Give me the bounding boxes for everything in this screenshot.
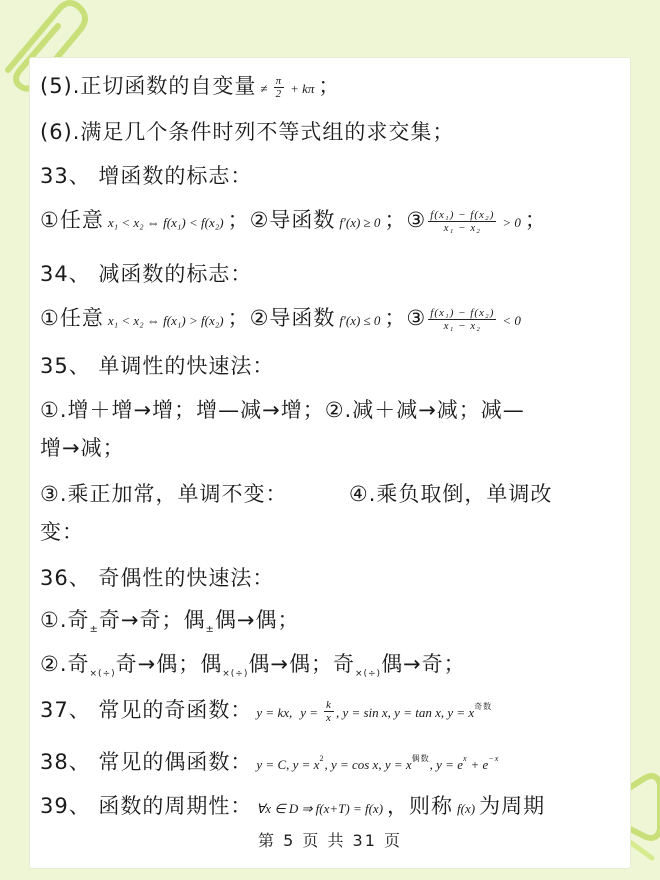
fraction-pi-over-2 [274,75,285,100]
math-comparison: < 0 [502,313,521,328]
fraction-denominator: 2 [275,87,283,100]
operator-subscript: ×(÷) [222,669,249,680]
math-expression: x₁ < x₂ ⇔ f(x₁) < f(x₂) [107,215,224,230]
operator-subscript: ± [205,624,215,636]
line-text: 偶→奇； [381,652,466,676]
line-text: ；②导函数 [227,208,336,232]
parity-rule-1 [40,604,300,635]
math-kpi: + kπ [290,81,315,96]
math-comparison: > 0 [502,215,521,230]
math-superscript: −x [488,754,500,763]
page-number-footer: 第 5 页 共 31 页 [258,831,402,850]
line-text: 变： [40,520,84,544]
fraction-denominator: x₁ − x₂ [443,319,481,332]
math-expression: , y = cos x, y = x [324,757,412,772]
math-expression: , y = sin x, y = tan x, y = x [335,705,475,720]
math-expression: ∀x ∈ D ⇒ f(x+T) = f(x) [256,801,384,816]
line-tail: ； [524,208,547,232]
heading-34-decreasing [40,258,252,288]
math-expression: x₁ < x₂ ⇔ f(x₁) > f(x₂) [107,313,224,328]
section-heading: 35、 单调性的快速法： [40,354,275,378]
line-text: ①任意 [40,208,104,232]
line-text: ；②导函数 [227,306,336,330]
line-text: 增→减； [40,436,125,460]
line-text: ①.增＋增→增；增—减→增；②.减＋减→减；减— [40,398,525,422]
line-tail: ； [318,74,341,98]
math-superscript: 奇数 [474,702,493,711]
section-heading: 34、 减函数的标志： [40,262,253,286]
line-text: 奇→奇；偶 [98,608,206,632]
line-text: 偶→偶； [214,608,300,632]
math-derivative: f′(x) ≤ 0 [339,313,381,328]
line-text: ②.奇 [40,652,90,676]
math-expression: f(x) [457,801,476,816]
operator-subscript: ×(÷) [354,669,382,680]
math-neq: ≠ [260,81,268,96]
line-text: ；③ [384,306,427,330]
fraction-denominator: x [326,711,332,724]
math-expression: y = C, y = x [256,757,320,772]
heading-36-parity [40,562,274,592]
fraction-numerator: π [275,74,283,87]
line-text: ；③ [384,208,427,232]
monotonic-rule-1-cont [40,432,125,462]
line-5-tangent [40,70,340,100]
fraction-numerator: f(x₁) − f(x₂) [430,208,495,221]
heading-38-even-functions [40,746,499,776]
line-text: (6).满足几个条件时列不等式组的求交集； [40,120,455,144]
fraction-numerator: k [326,698,332,711]
math-expression: y = [300,705,319,720]
monotonic-rule-1 [40,394,525,424]
operator-subscript: ± [89,624,99,636]
heading-35-monotonic [40,350,274,380]
increasing-criteria [40,204,547,234]
heading-37-odd-functions [40,694,492,724]
section-heading: 38、 常见的偶函数： [40,750,253,774]
math-superscript: x [462,754,468,763]
monotonic-rule-2-cont [40,516,84,546]
math-expression: + e [470,757,489,772]
heading-33-increasing [40,160,252,190]
line-text: ，则称 [387,794,454,818]
monotonic-rule-2 [40,478,552,508]
fraction-denominator: x₁ − x₂ [443,221,481,234]
math-superscript: 偶数 [411,754,430,763]
line-text: ③.乘正加常，单调不变： ④.乘负取倒，单调改 [40,482,553,506]
line-text: ①.奇 [40,608,90,632]
parity-rule-2 [40,648,466,679]
section-heading: 39、 函数的周期性： [40,794,253,818]
fraction-difference-quotient [428,307,496,332]
section-heading: 33、 增函数的标志： [40,164,253,188]
line-text: (5).正切函数的自变量 [40,74,257,98]
decreasing-criteria [40,302,525,332]
section-heading: 37、 常见的奇函数： [40,698,253,722]
fraction-numerator: f(x₁) − f(x₂) [430,306,495,319]
line-6-intersection [40,116,454,146]
fraction-k-over-x [324,699,334,724]
section-heading: 36、 奇偶性的快速法： [40,566,275,590]
operator-subscript: ×(÷) [89,669,116,680]
line-text: ①任意 [40,306,104,330]
math-expression: y = kx, [256,705,293,720]
heading-39-periodicity [40,790,545,820]
line-text: 奇→偶；偶 [115,652,223,676]
fraction-difference-quotient [428,209,496,234]
math-expression: , y = e [429,757,463,772]
math-derivative: f′(x) ≥ 0 [339,215,381,230]
line-text: 为周期 [479,794,546,818]
math-superscript: 2 [319,754,325,763]
line-text: 偶→偶；奇 [248,652,355,676]
